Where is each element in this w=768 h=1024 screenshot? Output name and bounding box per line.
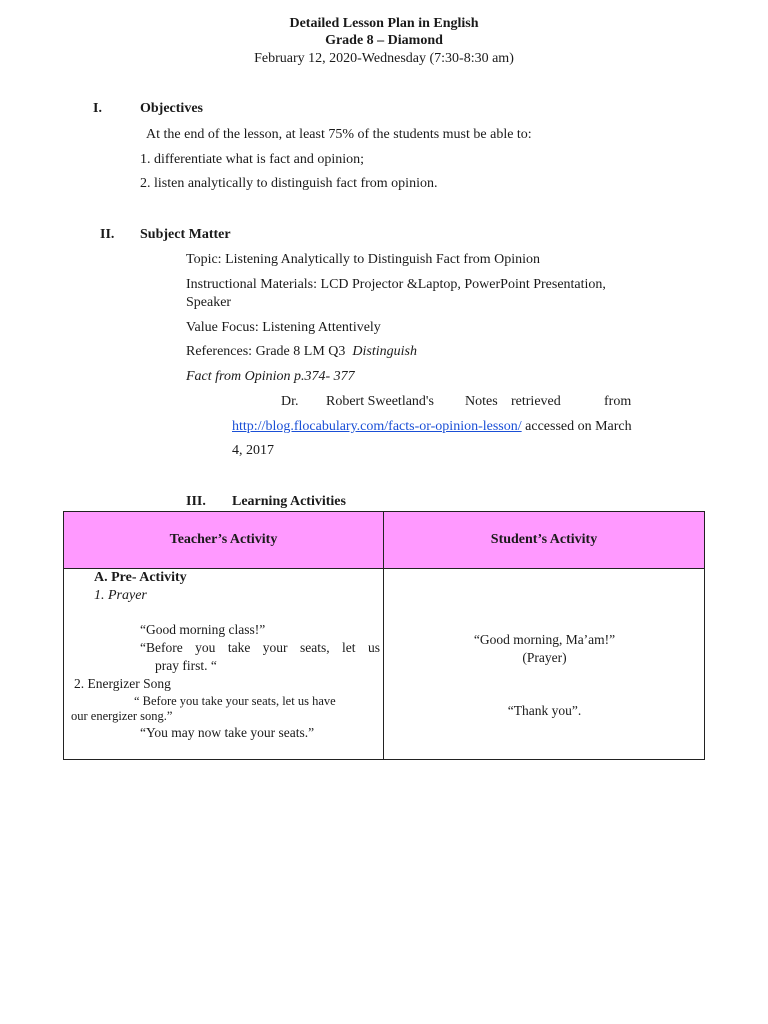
take-seats-line: “You may now take your seats.” xyxy=(140,725,315,740)
teacher-activity-cell xyxy=(64,569,384,760)
ref2-word-4: retrieved xyxy=(511,394,561,409)
ref2-word-2: Robert Sweetland's xyxy=(326,394,434,409)
objectives-numeral: I. xyxy=(93,101,102,116)
accessed-text: accessed on March xyxy=(521,419,632,434)
document-title: Detailed Lesson Plan in English xyxy=(289,16,479,31)
grade-section: Grade 8 – Diamond xyxy=(325,33,443,48)
ref2-word-1: Dr. xyxy=(281,394,299,409)
teacher-prayer-line-2: pray first. “ xyxy=(155,658,217,673)
references-pages: Fact from Opinion p.374- 377 xyxy=(186,369,355,384)
accessed-year: 4, 2017 xyxy=(232,443,274,458)
energizer-song-line-2: our energizer song.” xyxy=(71,709,173,723)
reference-link-line xyxy=(232,419,632,435)
student-activity-cell xyxy=(384,569,705,760)
lesson-date: February 12, 2020-Wednesday (7:30-8:30 am) xyxy=(254,51,514,66)
student-greeting: “Good morning, Ma’am!” xyxy=(473,632,616,647)
subject-matter-numeral: II. xyxy=(100,227,115,242)
references-italic: Distinguish xyxy=(352,344,417,359)
teacher-prayer-line-1: “Before you take your seats, let us xyxy=(140,640,380,655)
subject-matter-heading: Subject Matter xyxy=(140,227,231,242)
teacher-greeting: “Good morning class!” xyxy=(140,622,266,637)
objectives-heading: Objectives xyxy=(140,101,203,116)
learning-activities-table xyxy=(63,511,705,760)
learning-activities-numeral: III. xyxy=(186,494,206,509)
value-focus: Value Focus: Listening Attentively xyxy=(186,320,381,335)
student-thanks: “Thank you”. xyxy=(507,703,582,718)
instructional-materials: Instructional Materials: LCD Projector &Laptop, PowerPoint Presentation, xyxy=(186,277,606,292)
objectives-intro: At the end of the lesson, at least 75% of the students must be able to: xyxy=(146,127,532,142)
references-prefix: References: Grade 8 LM Q3 xyxy=(186,344,346,359)
objective-item-2: 2. listen analytically to distinguish fact from opinion. xyxy=(140,176,438,191)
objective-item-1: 1. differentiate what is fact and opinion; xyxy=(140,152,365,167)
learning-activities-heading: Learning Activities xyxy=(232,494,346,509)
student-activity-header: Student’s Activity xyxy=(384,512,705,569)
pre-activity-heading: A. Pre- Activity xyxy=(94,570,187,585)
ref2-word-5: from xyxy=(604,394,632,409)
teacher-activity-header: Teacher’s Activity xyxy=(64,512,384,569)
ref2-word-3: Notes xyxy=(465,394,498,409)
topic: Topic: Listening Analytically to Distinguish Fact from Opinion xyxy=(186,252,541,267)
energizer-song-line-1: “ Before you take your seats, let us have xyxy=(134,694,336,708)
table-row xyxy=(64,569,705,760)
references xyxy=(186,344,417,360)
table-header-row xyxy=(64,512,705,569)
instructional-materials-cont: Speaker xyxy=(186,295,232,310)
energizer-song-label: 2. Energizer Song xyxy=(74,676,171,691)
reference-link[interactable]: http://blog.flocabulary.com/facts-or-opinion-lesson/ xyxy=(232,419,522,434)
student-prayer: (Prayer) xyxy=(522,650,567,665)
prayer-label: 1. Prayer xyxy=(94,588,147,603)
